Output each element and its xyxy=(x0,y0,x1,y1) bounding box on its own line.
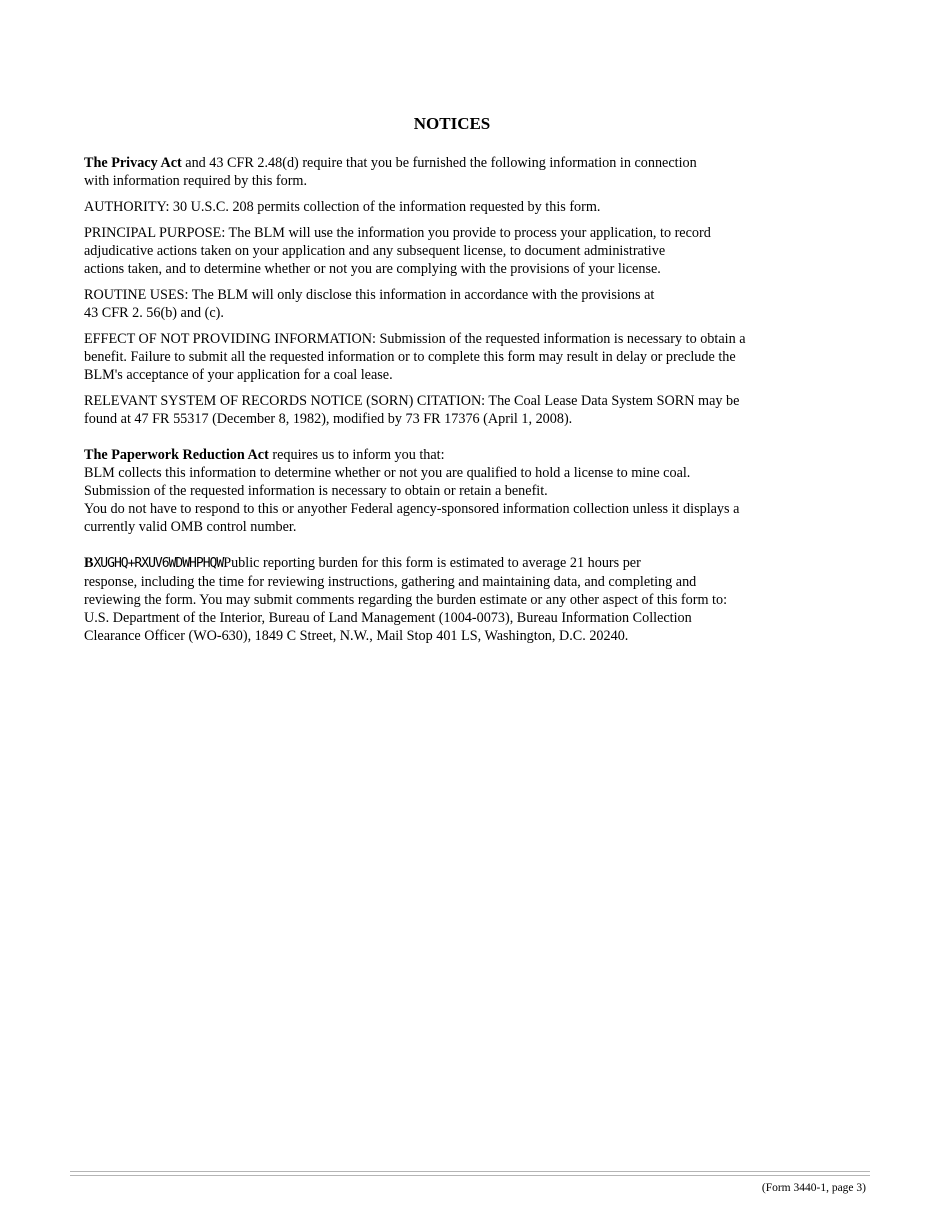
sorn-line: RELEVANT SYSTEM OF RECORDS NOTICE (SORN) CITATION: The Coal Lease Data System SORN may be xyxy=(84,393,740,409)
footer-divider xyxy=(70,1171,870,1172)
burden-heading-initial: B xyxy=(84,555,94,571)
routine-uses-paragraph xyxy=(84,286,824,322)
privacy-line-2: with information required by this form. xyxy=(84,173,308,189)
burden-line-1 xyxy=(84,554,824,573)
burden-line: response, including the time for reviewing instructions, gathering and maintaining data, and completing and xyxy=(84,574,697,590)
burden-heading-garbled: XUGHQ+RXUV6WDWHPHQW xyxy=(93,556,224,571)
routine-uses-line: ROUTINE USES: The BLM will only disclose this information in accordance with the provisions at xyxy=(84,287,655,303)
paperwork-act-heading: The Paperwork Reduction Act xyxy=(84,447,269,463)
privacy-line-1-text: and 43 CFR 2.48(d) require that you be furnished the following information in connection xyxy=(181,155,697,171)
form-page-footer: (Form 3440-1, page 3) xyxy=(761,1182,866,1194)
routine-uses-line: 43 CFR 2. 56(b) and (c). xyxy=(84,305,224,321)
paperwork-line-1-text: requires us to inform you that: xyxy=(268,447,445,463)
burden-line: reviewing the form. You may submit comments regarding the burden estimate or any other aspect of this form to: xyxy=(84,592,728,608)
effect-line: EFFECT OF NOT PROVIDING INFORMATION: Submission of the requested information is necessary to obtain a xyxy=(84,331,746,347)
privacy-line-1 xyxy=(84,154,824,172)
principal-purpose-paragraph xyxy=(84,224,824,278)
page-title: NOTICES xyxy=(413,114,491,133)
principal-purpose-line: PRINCIPAL PURPOSE: The BLM will use the information you provide to process your application, to record xyxy=(84,225,711,241)
principal-purpose-line: adjudicative actions taken on your application and any subsequent license, to document administrative xyxy=(84,243,666,259)
paperwork-line: BLM collects this information to determine whether or not you are qualified to hold a license to mine coal. xyxy=(84,465,691,481)
notices-body xyxy=(84,154,824,653)
burden-line: Clearance Officer (WO-630), 1849 C Street, N.W., Mail Stop 401 LS, Washington, D.C. 20240. xyxy=(84,628,629,644)
paperwork-line: You do not have to respond to this or anyother Federal agency-sponsored information collection unless it displays a xyxy=(84,501,740,517)
privacy-act-heading: The Privacy Act xyxy=(84,155,182,171)
authority-line: AUTHORITY: 30 U.S.C. 208 permits collection of the information requested by this form. xyxy=(84,199,601,215)
burden-paragraph xyxy=(84,554,824,645)
footer-divider xyxy=(70,1175,870,1176)
sorn-line: found at 47 FR 55317 (December 8, 1982), modified by 73 FR 17376 (April 1, 2008). xyxy=(84,411,573,427)
authority-paragraph xyxy=(84,198,824,216)
burden-line: U.S. Department of the Interior, Bureau of Land Management (1004-0073), Bureau Information Collection xyxy=(84,610,692,626)
paperwork-line: Submission of the requested information is necessary to obtain or retain a benefit. xyxy=(84,483,548,499)
effect-line: benefit. Failure to submit all the requested information or to complete this form may result in delay or preclude the xyxy=(84,349,736,365)
paperwork-line: currently valid OMB control number. xyxy=(84,519,297,535)
effect-paragraph xyxy=(84,330,824,384)
paperwork-paragraph xyxy=(84,446,824,536)
burden-line-1-text: Public reporting burden for this form is estimated to average 21 hours per xyxy=(223,555,641,571)
privacy-act-paragraph xyxy=(84,154,824,190)
principal-purpose-line: actions taken, and to determine whether or not you are complying with the provisions of your license. xyxy=(84,261,661,277)
paperwork-line-1 xyxy=(84,446,824,464)
sorn-paragraph xyxy=(84,392,824,428)
effect-line: BLM's acceptance of your application for a coal lease. xyxy=(84,367,393,383)
